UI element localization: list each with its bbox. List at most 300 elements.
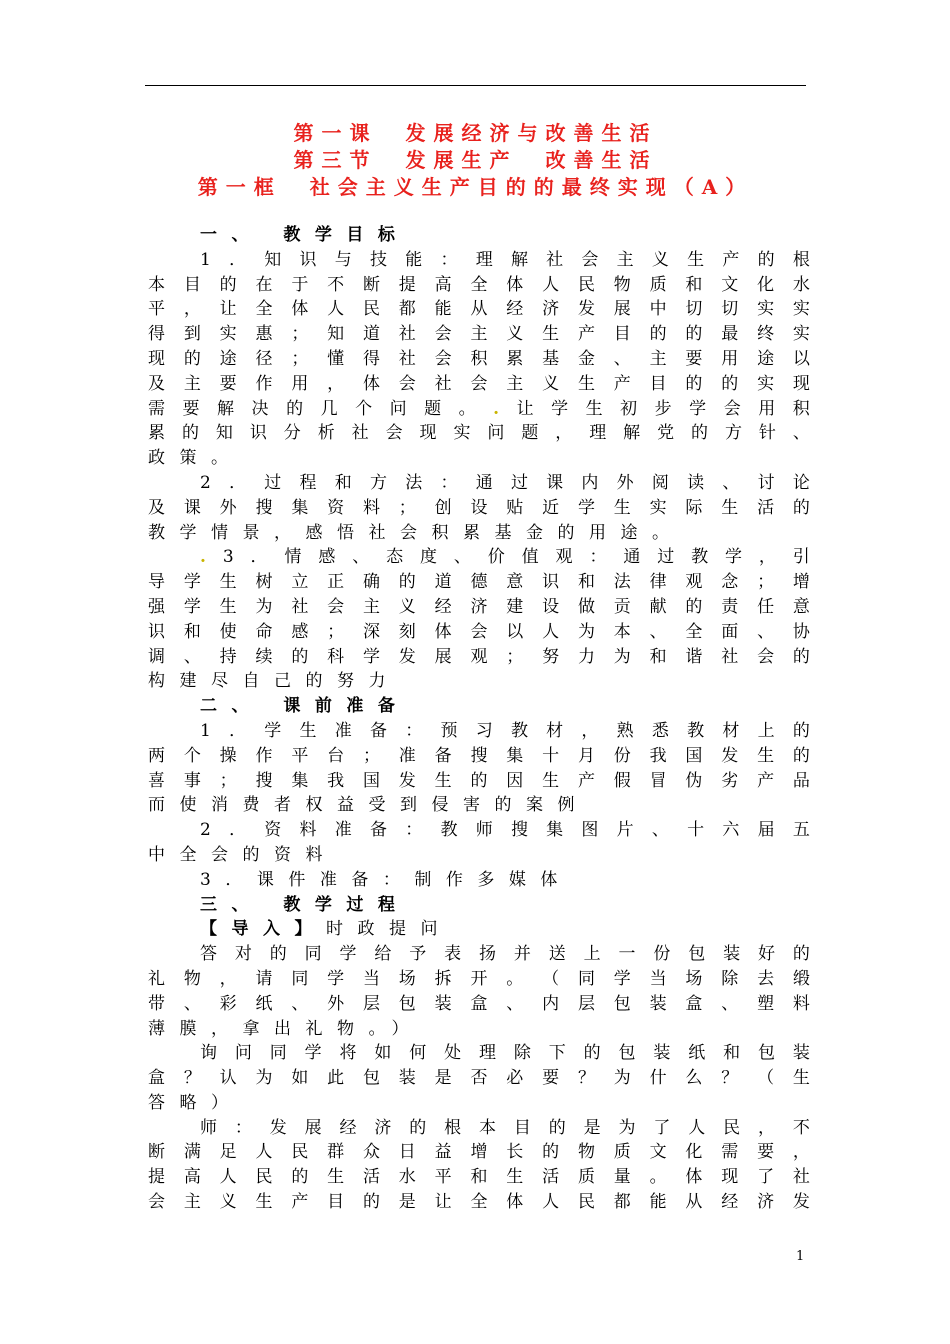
text-line: 而使消费者权益受到侵害的案例: [148, 795, 589, 816]
glyph: 树: [255, 572, 273, 593]
glyph: 主: [470, 324, 488, 345]
glyph: 增: [792, 572, 810, 593]
glyph: ？: [183, 1068, 201, 1089]
glyph: ，: [792, 1142, 810, 1163]
glyph: 确: [362, 572, 380, 593]
glyph: 活: [542, 1167, 560, 1188]
glyph: 持: [219, 646, 237, 667]
glyph: 力: [577, 646, 595, 667]
glyph: 装: [398, 1068, 416, 1089]
glyph: 、: [757, 621, 775, 642]
text-line: [148, 1066, 810, 1091]
glyph: 同: [304, 944, 322, 965]
glyph: 知: [327, 324, 345, 345]
glyph: 人: [219, 1167, 237, 1188]
glyph: 水: [792, 274, 810, 295]
glyph: 人: [542, 621, 560, 642]
glyph: 盒: [148, 1068, 165, 1089]
glyph: 的: [685, 373, 703, 394]
glyph: 课: [546, 472, 564, 493]
glyph: 能: [434, 299, 452, 320]
glyph: 、: [721, 993, 739, 1014]
glyph: 义: [398, 596, 416, 617]
glyph: 律: [649, 572, 667, 593]
glyph: 主: [506, 373, 524, 394]
text-line: [148, 769, 810, 794]
glyph: 生: [327, 1167, 345, 1188]
glyph: 的: [269, 944, 287, 965]
glyph: 念: [721, 572, 739, 593]
glyph: 累: [148, 423, 165, 444]
glyph: 懂: [327, 348, 345, 369]
glyph: 创: [434, 497, 452, 518]
text-line: [148, 719, 810, 744]
glyph: 民: [723, 1117, 741, 1138]
glyph: 预: [440, 720, 458, 741]
glyph: 劣: [721, 770, 739, 791]
glyph: 和: [470, 1167, 488, 1188]
glyph: 月: [577, 745, 595, 766]
glyph: 和: [649, 646, 667, 667]
glyph: 场: [685, 968, 703, 989]
glyph: 刻: [398, 621, 416, 642]
glyph: 生: [542, 770, 560, 791]
glyph: 生: [506, 1167, 524, 1188]
glyph: 化: [685, 1142, 703, 1163]
glyph: 么: [685, 1068, 703, 1089]
text-line: 三、 教学过程: [200, 894, 410, 915]
glyph: 的: [792, 944, 810, 965]
glyph: 为: [613, 646, 631, 667]
glyph: 下: [548, 1043, 566, 1064]
glyph: 化: [757, 274, 775, 295]
glyph: 让: [219, 299, 237, 320]
glyph: 众: [362, 1142, 380, 1163]
glyph: 根: [444, 1117, 462, 1138]
glyph: ：: [405, 720, 423, 741]
glyph: 增: [470, 1142, 488, 1163]
text-line: 二、 课前准备: [200, 696, 410, 717]
glyph: 当: [362, 968, 380, 989]
glyph: 途: [757, 348, 775, 369]
glyph: 学: [327, 968, 345, 989]
glyph: 及: [148, 497, 165, 518]
glyph: 现: [148, 348, 165, 369]
glyph: 观: [685, 572, 703, 593]
glyph: 给: [374, 944, 392, 965]
glyph: 主: [183, 373, 201, 394]
glyph: 质: [649, 274, 667, 295]
glyph: 会: [148, 1192, 165, 1213]
glyph: 谐: [685, 646, 703, 667]
glyph: 全: [685, 621, 703, 642]
glyph: 会: [434, 324, 452, 345]
glyph: ；: [219, 770, 237, 791]
glyph: 好: [758, 944, 775, 965]
glyph: 生: [687, 249, 705, 270]
glyph: 为: [255, 596, 273, 617]
glyph: 此: [327, 1068, 345, 1089]
glyph: 技: [370, 249, 387, 270]
glyph: 导: [148, 572, 165, 593]
glyph: 除: [721, 968, 739, 989]
glyph: ；: [291, 324, 309, 345]
glyph: 径: [255, 348, 273, 369]
glyph: 场: [398, 968, 416, 989]
glyph: 要: [685, 348, 703, 369]
glyph: 生: [255, 1192, 273, 1213]
glyph: 现: [721, 1167, 739, 1188]
glyph: 我: [649, 745, 667, 766]
glyph: 党: [657, 423, 675, 444]
text-line: [148, 818, 810, 843]
glyph: 方: [724, 423, 742, 444]
glyph: 教: [691, 547, 709, 568]
glyph: 人: [542, 274, 560, 295]
glyph: 的: [470, 770, 488, 791]
glyph: 的: [685, 324, 703, 345]
glyph: 社: [434, 373, 452, 394]
glyph: ．: [250, 547, 268, 568]
text-line: [148, 967, 810, 992]
glyph: 初: [620, 398, 638, 419]
glyph: 彩: [219, 993, 237, 1014]
glyph: 要: [182, 398, 200, 419]
text-line: [148, 1140, 810, 1165]
glyph: 的: [792, 497, 810, 518]
glyph: 、: [183, 646, 201, 667]
glyph: 缎: [792, 968, 810, 989]
glyph: 步: [654, 398, 672, 419]
glyph: 日: [398, 1142, 416, 1163]
glyph: 题: [521, 423, 539, 444]
glyph: 生: [299, 720, 317, 741]
glyph: 通: [623, 547, 641, 568]
glyph: ，: [219, 968, 237, 989]
glyph: 产: [577, 770, 595, 791]
glyph: 的: [409, 1117, 427, 1138]
glyph: 过: [510, 472, 528, 493]
glyph: 的: [181, 423, 199, 444]
glyph: 于: [291, 274, 309, 295]
glyph: 生: [542, 324, 560, 345]
glyph: 包: [688, 944, 706, 965]
glyph: 扬: [479, 944, 496, 965]
glyph: 都: [613, 1192, 631, 1213]
glyph: 、: [651, 820, 669, 841]
glyph: 在: [255, 274, 273, 295]
glyph: 集: [506, 745, 524, 766]
glyph: 将: [339, 1043, 357, 1064]
glyph: 社: [291, 596, 309, 617]
glyph: 搜: [470, 745, 488, 766]
glyph: 民: [291, 1142, 309, 1163]
glyph: 份: [613, 745, 631, 766]
glyph: 情: [284, 547, 302, 568]
glyph: 感: [318, 547, 336, 568]
glyph: 集: [291, 497, 309, 518]
glyph: 除: [513, 1043, 531, 1064]
glyph: 识: [148, 621, 165, 642]
glyph: 惠: [255, 324, 273, 345]
glyph: 表: [444, 944, 462, 965]
glyph: 1: [200, 720, 211, 741]
glyph: ；: [327, 621, 345, 642]
glyph: 以: [792, 348, 810, 369]
glyph: 送: [548, 944, 566, 965]
glyph: 拆: [434, 968, 452, 989]
glyph: 品: [792, 770, 810, 791]
glyph: 程: [299, 472, 317, 493]
glyph: 义: [542, 373, 560, 394]
glyph: 质: [613, 1142, 631, 1163]
glyph: 设: [470, 497, 488, 518]
glyph: 贡: [613, 596, 631, 617]
text-line: [148, 297, 810, 322]
glyph: 的: [792, 745, 810, 766]
glyph: 熟: [616, 720, 634, 741]
text-line: [148, 372, 810, 397]
glyph: 从: [685, 1192, 703, 1213]
glyph: 必: [506, 1068, 524, 1089]
glyph: 会: [470, 621, 488, 642]
glyph: ？: [577, 1068, 595, 1089]
glyph: 社: [398, 348, 416, 369]
glyph: 和: [685, 274, 703, 295]
glyph: 操: [219, 745, 237, 766]
glyph: 。: [458, 398, 476, 419]
glyph: 会: [470, 373, 488, 394]
glyph: 学: [613, 968, 631, 989]
section-title: 第三节 发展生产 改善生活: [293, 148, 658, 172]
glyph: 层: [362, 993, 380, 1014]
glyph: 开: [470, 968, 488, 989]
glyph: 两: [148, 745, 165, 766]
glyph: 内: [542, 993, 560, 1014]
glyph: 会: [385, 423, 403, 444]
glyph: 会: [581, 249, 599, 270]
glyph: 济: [757, 1192, 775, 1213]
glyph: 、: [722, 472, 740, 493]
glyph: 伪: [685, 770, 703, 791]
glyph: 要: [542, 1068, 560, 1089]
glyph: 足: [219, 1142, 237, 1163]
glyph: 用: [291, 373, 309, 394]
glyph: 从: [470, 299, 488, 320]
glyph: 实: [792, 299, 810, 320]
glyph: 生: [792, 1068, 810, 1089]
glyph: 几: [320, 398, 338, 419]
glyph: 社: [546, 249, 564, 270]
glyph: 积: [470, 348, 488, 369]
glyph: 学: [304, 1043, 322, 1064]
glyph: 包: [758, 1043, 775, 1064]
glyph: 装: [723, 944, 741, 965]
glyph: 上: [583, 944, 601, 965]
glyph: 识: [249, 423, 267, 444]
text-line: 构建尽自己的努力: [148, 671, 400, 692]
glyph: 值: [521, 547, 539, 568]
glyph: 到: [183, 324, 201, 345]
glyph: 立: [291, 572, 309, 593]
glyph: 贴: [506, 497, 524, 518]
glyph: 切: [685, 299, 703, 320]
glyph: 的: [542, 1142, 560, 1163]
glyph: 2: [200, 820, 211, 841]
glyph: 平: [434, 1167, 452, 1188]
glyph: 国: [362, 770, 380, 791]
glyph: 答: [200, 944, 217, 965]
glyph: 层: [577, 993, 595, 1014]
glyph: 和: [334, 472, 352, 493]
glyph: 都: [398, 299, 416, 320]
glyph: 需: [721, 1142, 739, 1163]
glyph: 途: [219, 348, 237, 369]
glyph: 实: [757, 373, 775, 394]
glyph: 的: [757, 249, 775, 270]
glyph: 教: [510, 720, 528, 741]
glyph: 理: [475, 249, 493, 270]
glyph: 作: [255, 373, 273, 394]
glyph: 。: [506, 968, 524, 989]
glyph: 是: [398, 1192, 416, 1213]
text-line: 薄膜，拿出礼物。）: [148, 1018, 423, 1039]
glyph: 民: [577, 1192, 595, 1213]
glyph: 与: [334, 249, 352, 270]
glyph: ；: [362, 745, 380, 766]
glyph: ：: [440, 249, 458, 270]
glyph: 、: [506, 993, 524, 1014]
text-line: [148, 347, 810, 372]
glyph: 的: [548, 1117, 566, 1138]
text-line: [148, 322, 810, 347]
glyph: 产: [722, 249, 740, 270]
glyph: 材: [546, 720, 564, 741]
glyph: 正: [327, 572, 345, 593]
glyph: 的: [183, 348, 201, 369]
glyph: 生: [613, 497, 631, 518]
glyph: 济: [374, 1117, 392, 1138]
glyph: 带: [148, 993, 165, 1014]
glyph: 全: [255, 299, 273, 320]
glyph: 予: [409, 944, 427, 965]
glyph: 近: [542, 497, 560, 518]
glyph: 任: [757, 596, 775, 617]
glyph: 一: [618, 944, 636, 965]
glyph: 的: [362, 1192, 380, 1213]
glyph: 和: [183, 621, 201, 642]
glyph: 学: [725, 547, 742, 568]
glyph: 准: [334, 720, 352, 741]
glyph: 装: [653, 1043, 671, 1064]
glyph: 产: [613, 373, 631, 394]
glyph: 产: [291, 1192, 309, 1213]
frame-title: 第一框 社会主义生产目的的最终实现（A）: [197, 175, 754, 199]
glyph: 意: [506, 572, 524, 593]
bold-prefix: 【导入】: [200, 919, 326, 940]
glyph: 知: [264, 249, 282, 270]
glyph: 以: [506, 621, 524, 642]
text-line: [148, 248, 810, 273]
glyph: 需: [148, 398, 165, 419]
text-line: [148, 942, 810, 967]
glyph: 会: [723, 398, 741, 419]
glyph: 最: [721, 324, 739, 345]
glyph: 经: [434, 596, 452, 617]
glyph: 纸: [688, 1043, 706, 1064]
glyph: 因: [506, 770, 524, 791]
glyph: 针: [758, 423, 776, 444]
glyph: 学: [551, 398, 569, 419]
glyph: 人: [327, 299, 345, 320]
glyph: 搜: [510, 820, 528, 841]
glyph: 实: [792, 324, 810, 345]
glyph: 对: [234, 944, 252, 965]
glyph: 切: [721, 299, 739, 320]
glyph: 事: [183, 770, 201, 791]
glyph: 学: [264, 720, 282, 741]
glyph: 水: [398, 1167, 416, 1188]
glyph: 题: [424, 398, 442, 419]
glyph: 生: [721, 497, 739, 518]
glyph: 目: [649, 373, 667, 394]
glyph: 得: [362, 348, 380, 369]
glyph: 搜: [255, 770, 273, 791]
glyph: 生: [219, 572, 237, 593]
glyph: 读: [687, 472, 705, 493]
glyph: 观: [555, 547, 573, 568]
glyph: 悉: [651, 720, 669, 741]
glyph: 展: [613, 299, 631, 320]
glyph: ；: [757, 572, 775, 593]
glyph: 不: [327, 274, 345, 295]
glyph: 及: [148, 373, 165, 394]
glyph: ：: [234, 1117, 252, 1138]
glyph: 问: [234, 1043, 252, 1064]
glyph: ，: [758, 1117, 775, 1138]
glyph: 装: [649, 993, 667, 1014]
glyph: ．: [229, 472, 247, 493]
glyph: 材: [722, 720, 740, 741]
glyph: 学: [362, 646, 380, 667]
glyph: 的: [291, 646, 309, 667]
glyph: 备: [434, 745, 452, 766]
glyph: 、: [183, 993, 201, 1014]
glyph: 终: [757, 324, 775, 345]
glyph: 作: [255, 745, 273, 766]
glyph: 学: [689, 398, 707, 419]
glyph: 目: [183, 274, 201, 295]
glyph: 主: [616, 249, 634, 270]
glyph: 用: [721, 348, 739, 369]
glyph: 意: [792, 596, 810, 617]
glyph: ，: [327, 373, 345, 394]
glyph: 济: [542, 299, 560, 320]
glyph: 义: [651, 249, 669, 270]
glyph: 产: [757, 770, 775, 791]
glyph: ．: [229, 249, 247, 270]
glyph: 冒: [649, 770, 667, 791]
glyph: ：: [405, 820, 423, 841]
glyph: 盒: [685, 993, 703, 1014]
glyph: 五: [792, 820, 810, 841]
glyph: 体: [506, 1192, 524, 1213]
glyph: 学: [577, 497, 595, 518]
glyph: 中: [649, 299, 667, 320]
glyph: 六: [722, 820, 740, 841]
glyph: 问: [389, 398, 407, 419]
glyph: 准: [334, 820, 352, 841]
